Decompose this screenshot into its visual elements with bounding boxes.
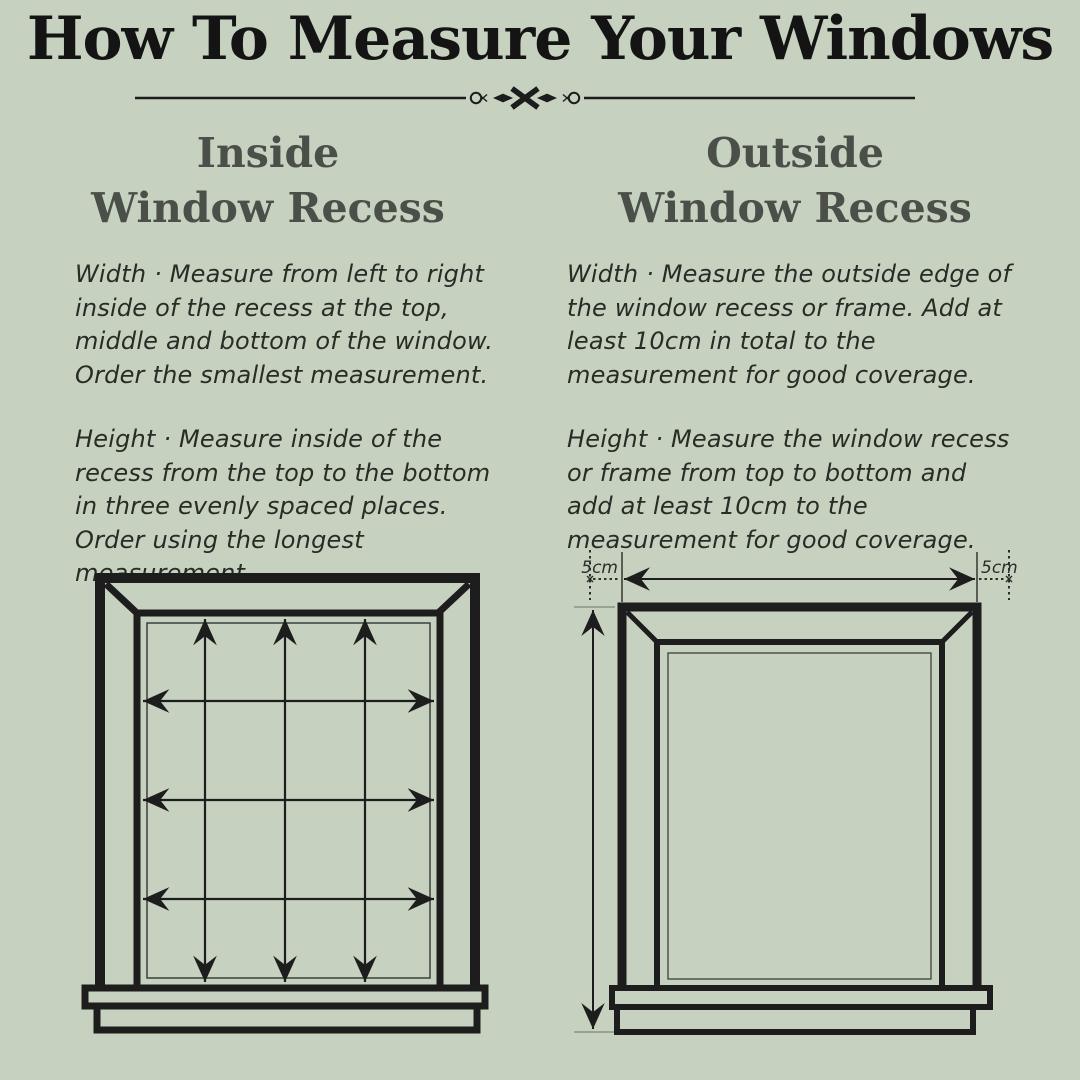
divider-ornament-icon [135, 86, 915, 110]
heading-outside-line1: Outside [706, 129, 884, 177]
inside-recess-diagram-icon [75, 568, 495, 1038]
heading-outside-line2: Window Recess [618, 184, 972, 232]
inside-height-instructions: Height · Measure inside of the recess from the top to the bottom in three evenly spaced places. Order using the longest measurement. [75, 425, 491, 587]
right-5cm-label: 5cm [981, 558, 1018, 578]
window-sill [612, 988, 990, 1032]
inside-width-instructions: Width · Measure from left to right inside of the recess at the top, middle and bottom of the window. Order the smallest measurement. [75, 260, 494, 389]
outside-frame-diagram-icon [560, 545, 1050, 1040]
heading-inside-line1: Inside [196, 129, 340, 177]
outer-frame [100, 578, 475, 990]
height-dimension-annotation [574, 607, 615, 1032]
window-frame [612, 607, 990, 1032]
heading-outside-window-recess [560, 126, 1030, 236]
heading-inside-line2: Window Recess [91, 184, 445, 232]
width-dimension-annotation [581, 550, 1017, 602]
left-5cm-label: 5cm [581, 558, 618, 578]
outside-height-instructions: Height · Measure the window recess or frame from top to bottom and add at least 10cm to the measurement for good coverage. [567, 425, 1010, 554]
window-sill [85, 988, 485, 1030]
heading-inside-window-recess [33, 126, 503, 236]
outside-width-instructions: Width · Measure the outside edge of the window recess or frame. Add at least 10cm in total to the measurement for good coverage. [567, 260, 1012, 389]
horizontal-measure-arrows [143, 701, 434, 899]
page-title: How To Measure Your Windows [26, 4, 1054, 74]
